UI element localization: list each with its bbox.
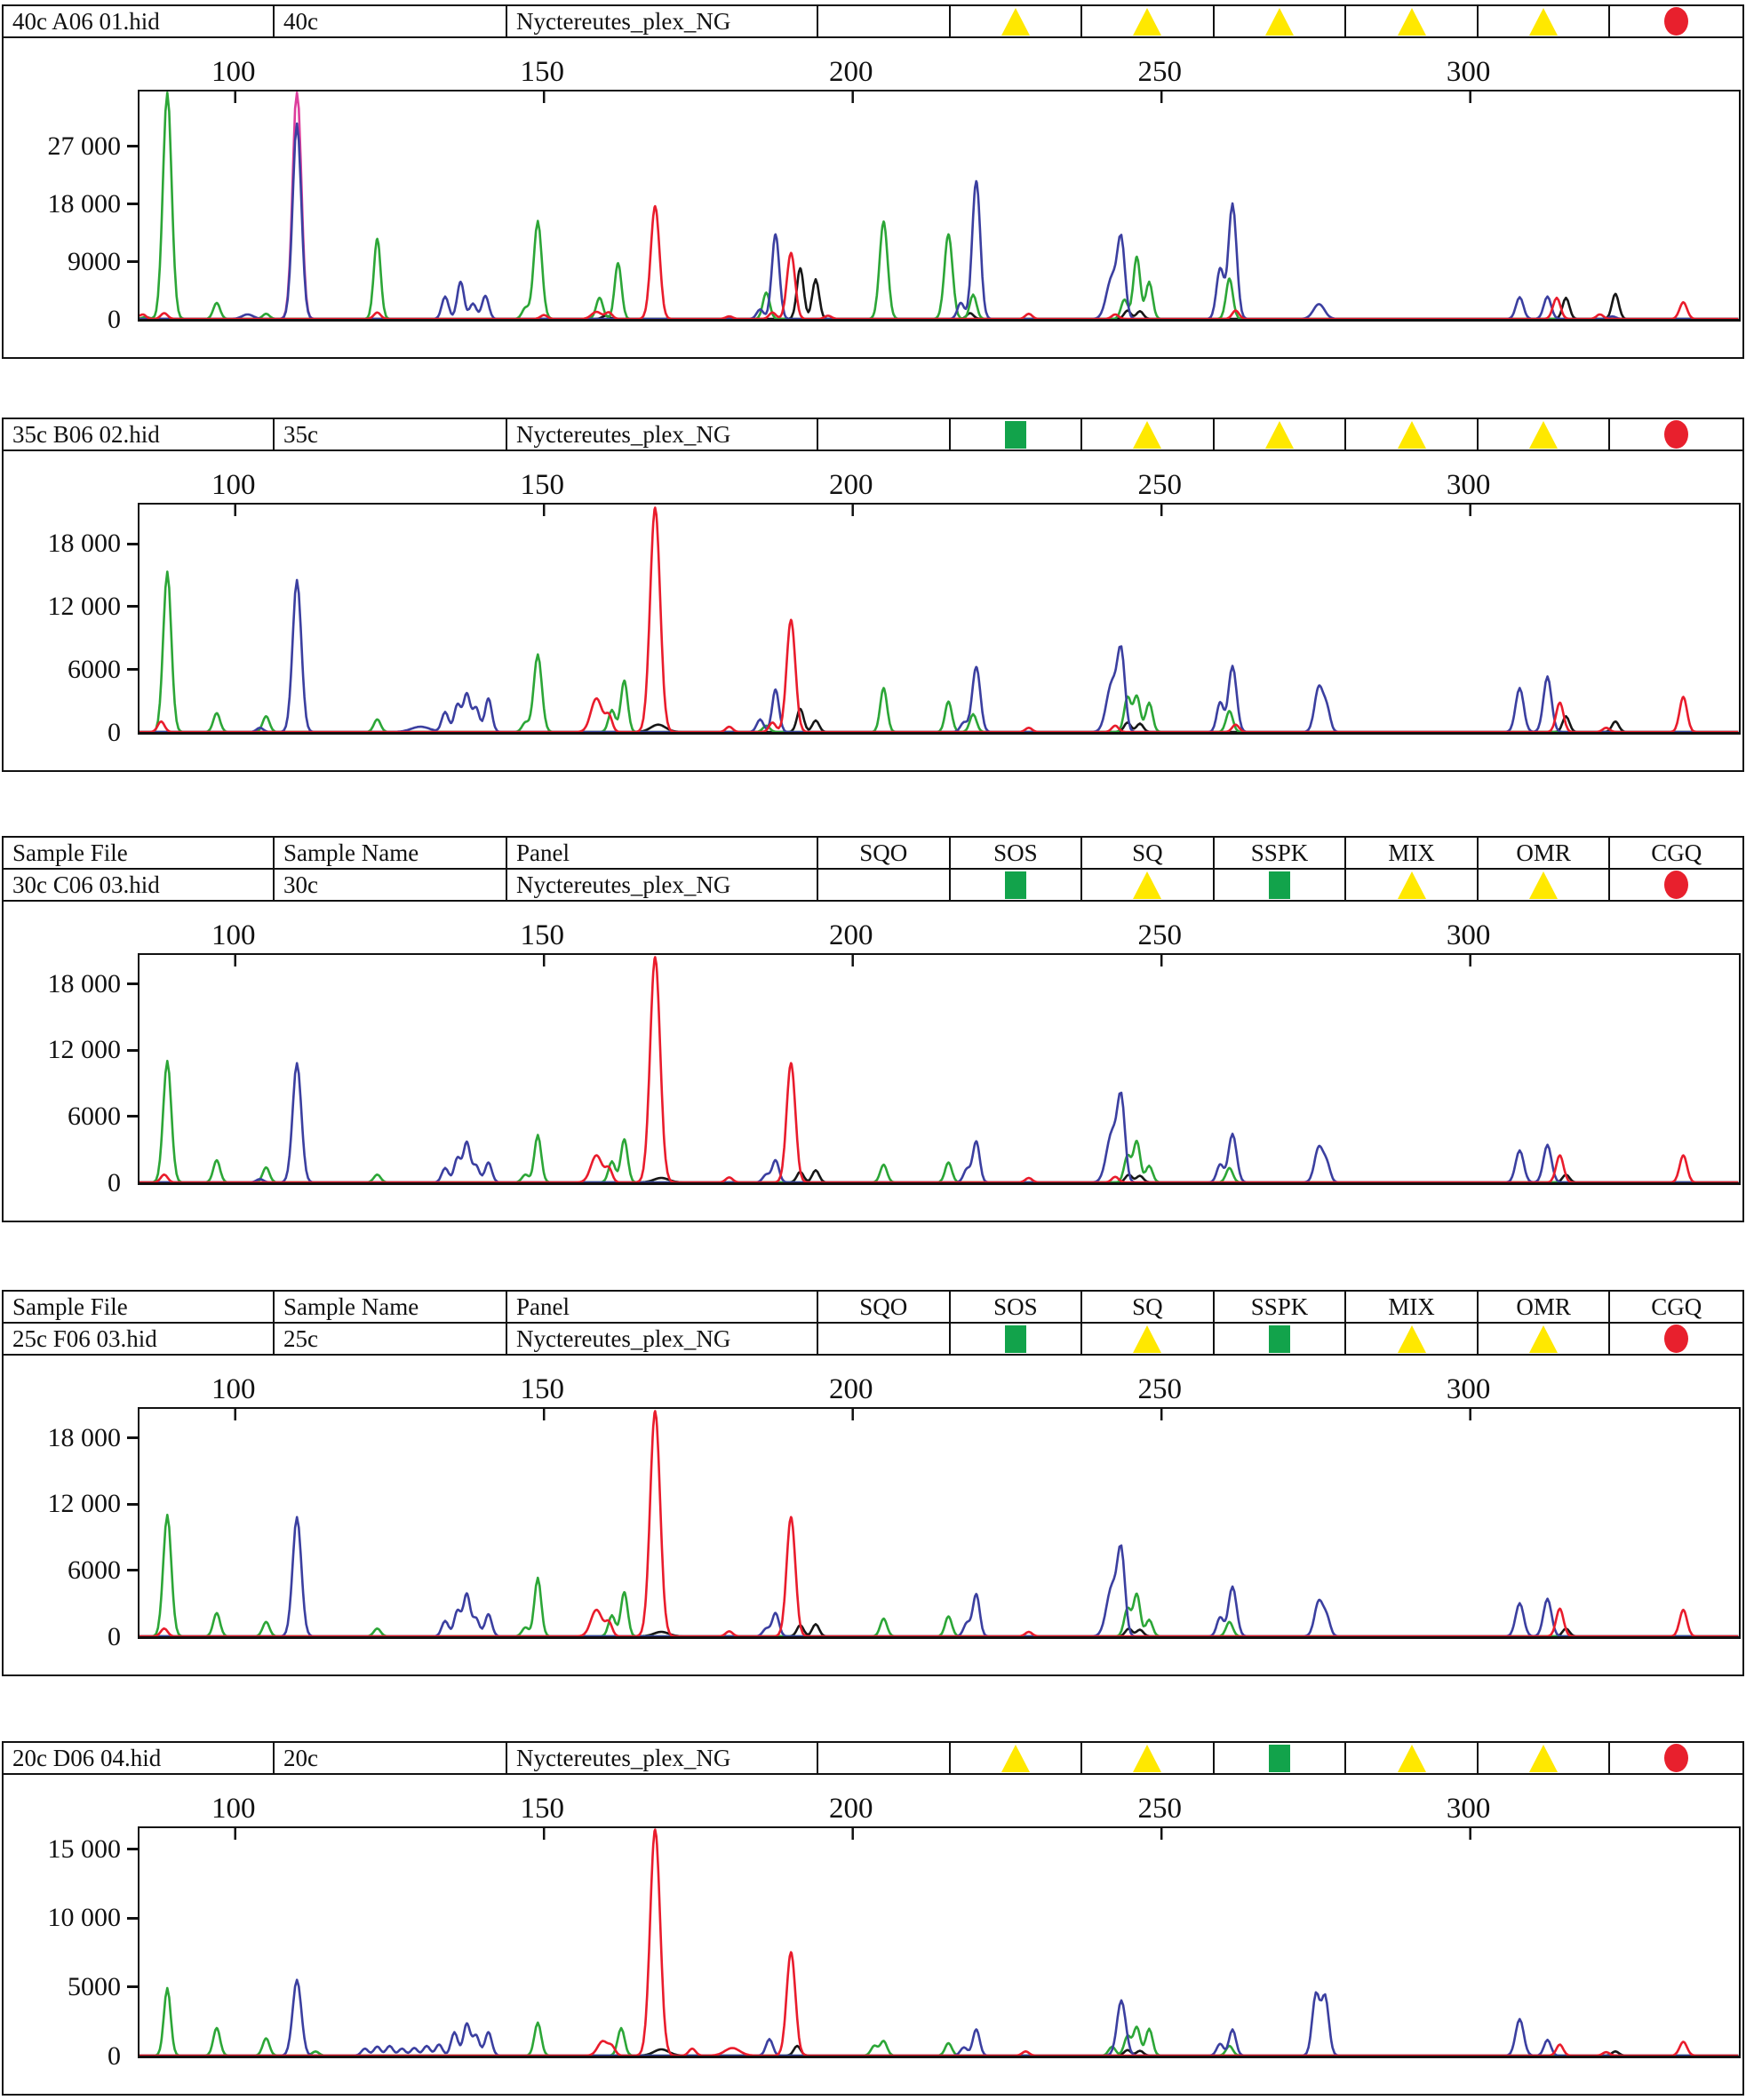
- flag-cell: [1346, 1324, 1479, 1354]
- yellow-triangle-icon: [1398, 871, 1426, 899]
- x-axis-tick-label: 250: [1137, 469, 1182, 501]
- plot-row: [4, 503, 1742, 770]
- panel-name-cell: Nyctereutes_plex_NG: [507, 870, 818, 900]
- column-header-cgq: CGQ: [1651, 1293, 1702, 1320]
- flag-cell: [951, 419, 1083, 449]
- column-header-panel: Panel: [507, 838, 818, 868]
- y-tick: [127, 1848, 139, 1850]
- flag-cell: [818, 419, 951, 449]
- x-axis-tick-label: 100: [211, 1793, 256, 1825]
- x-axis-labels: [4, 38, 1742, 90]
- y-tick: [127, 982, 139, 985]
- flag-cell: [1479, 1743, 1611, 1773]
- y-axis-tick-label: 18 000: [47, 1422, 121, 1452]
- y-axis-tick-label: 10 000: [47, 1903, 121, 1933]
- y-axis-tick-label: 0: [108, 2040, 121, 2071]
- sample-name-cell: 25c: [275, 1324, 507, 1354]
- x-axis-tick-label: 100: [211, 56, 256, 88]
- flag-cell: [1479, 870, 1611, 900]
- sample-name-cell: 30c: [275, 870, 507, 900]
- electropherogram-panel: [2, 1290, 1744, 1676]
- y-axis-tick-label: 18 000: [47, 529, 121, 559]
- x-axis-tick-label: 300: [1446, 1373, 1491, 1405]
- y-axis-tick-label: 9000: [68, 246, 121, 276]
- y-tick: [127, 1503, 139, 1506]
- column-header-sq: SQ: [1082, 1292, 1215, 1322]
- flag-cell: [1346, 1743, 1479, 1773]
- plot-row: [4, 1407, 1742, 1674]
- column-header-sqo: SQO: [818, 1292, 951, 1322]
- flag-cell: [1479, 6, 1611, 36]
- plot-area: [138, 1407, 1741, 1639]
- x-axis-labels: [4, 451, 1742, 503]
- x-axis-labels: [4, 1356, 1742, 1407]
- trace-blue: [140, 1517, 1738, 1636]
- sample-file-cell: 40c A06 01.hid: [4, 6, 275, 36]
- flag-cell: [818, 870, 951, 900]
- plot-area: [138, 1826, 1741, 2058]
- yellow-triangle-icon: [1001, 1745, 1030, 1772]
- plot-row: [4, 953, 1742, 1221]
- column-header-mix: MIX: [1346, 1292, 1479, 1322]
- flag-cell: [1610, 870, 1742, 900]
- x-axis-tick-label: 300: [1446, 1793, 1491, 1825]
- flag-cell: [1082, 870, 1215, 900]
- x-axis-tick-label: 300: [1446, 56, 1491, 88]
- red-circle-icon: [1664, 871, 1688, 899]
- x-axis-tick-label: 300: [1446, 919, 1491, 951]
- table-header-row: [4, 1292, 1742, 1324]
- y-axis-tick-label: 0: [108, 1167, 121, 1197]
- x-axis-tick-label: 300: [1446, 469, 1491, 501]
- electropherogram-panel: [2, 4, 1744, 359]
- sample-row: [4, 6, 1742, 38]
- yellow-triangle-icon: [1265, 421, 1294, 449]
- yellow-triangle-icon: [1529, 8, 1558, 36]
- sample-row: [4, 419, 1742, 451]
- x-axis-labels: [4, 1775, 1742, 1826]
- yellow-triangle-icon: [1529, 1745, 1558, 1772]
- panel-name-cell: Nyctereutes_plex_NG: [507, 1324, 818, 1354]
- y-axis-tick-label: 0: [108, 717, 121, 747]
- trace-red: [140, 958, 1738, 1183]
- electropherogram-panel: [2, 836, 1744, 1222]
- x-axis-tick-label: 100: [211, 1373, 256, 1405]
- flag-cell: [1346, 870, 1479, 900]
- trace-blue: [140, 1063, 1738, 1182]
- trace-blue: [140, 580, 1738, 732]
- y-axis-tick-label: 18 000: [47, 968, 121, 998]
- sample-file-cell: 20c D06 04.hid: [4, 1743, 275, 1773]
- sample-file-cell: 30c C06 03.hid: [4, 870, 275, 900]
- sample-file-cell: 35c B06 02.hid: [4, 419, 275, 449]
- y-tick: [127, 145, 139, 147]
- table-header-row: [4, 838, 1742, 870]
- column-header-omr: OMR: [1479, 1292, 1611, 1322]
- electropherogram-panel: [2, 418, 1744, 772]
- column-header-omr: OMR: [1479, 838, 1611, 868]
- column-header-sample-name: Sample Name: [275, 1292, 507, 1322]
- x-axis-tick-label: 150: [520, 469, 564, 501]
- y-tick: [127, 543, 139, 545]
- flag-cell: [1215, 6, 1347, 36]
- flag-cell: [818, 6, 951, 36]
- plot-row: [4, 90, 1742, 357]
- flag-cell: [1215, 870, 1347, 900]
- x-axis-tick-label: 250: [1137, 1793, 1182, 1825]
- trace-green: [140, 1515, 1738, 1636]
- trace-red: [140, 1412, 1738, 1637]
- flag-cell: [1610, 6, 1742, 36]
- yellow-triangle-icon: [1133, 8, 1161, 36]
- green-square-icon: [1005, 871, 1026, 899]
- y-axis-tick-label: 12 000: [47, 1489, 121, 1519]
- x-axis-tick-label: 200: [828, 469, 873, 501]
- plot-area: [138, 953, 1741, 1185]
- yellow-triangle-icon: [1133, 871, 1161, 899]
- x-axis-tick-label: 150: [520, 1373, 564, 1405]
- flag-cell: [1479, 419, 1611, 449]
- flag-cell: [1346, 419, 1479, 449]
- y-axis-tick-label: 0: [108, 304, 121, 334]
- trace-green: [140, 1988, 1738, 2056]
- sample-name-cell: 40c: [275, 6, 507, 36]
- x-axis-tick-label: 150: [520, 919, 564, 951]
- flag-cell: [1082, 1743, 1215, 1773]
- flag-cell: [818, 1324, 951, 1354]
- flag-cell: [1082, 6, 1215, 36]
- y-tick: [127, 668, 139, 671]
- column-header-cgq: CGQ: [1651, 839, 1702, 866]
- flag-cell: [1610, 1743, 1742, 1773]
- flag-cell: [1610, 419, 1742, 449]
- column-header-sqo: SQO: [818, 838, 951, 868]
- panel-name-cell: Nyctereutes_plex_NG: [507, 6, 818, 36]
- flag-cell: [1215, 1743, 1347, 1773]
- y-axis-tick-label: 12 000: [47, 1035, 121, 1065]
- yellow-triangle-icon: [1265, 8, 1294, 36]
- x-axis-tick-label: 200: [828, 56, 873, 88]
- y-axis-tick-label: 6000: [68, 1555, 121, 1585]
- sample-row: [4, 1743, 1742, 1775]
- y-axis-tick-label: 27 000: [47, 131, 121, 161]
- x-axis-tick-label: 250: [1137, 56, 1182, 88]
- y-tick: [127, 1917, 139, 1920]
- plot-area: [138, 90, 1741, 322]
- x-axis-tick-label: 100: [211, 469, 256, 501]
- y-tick: [127, 1436, 139, 1439]
- x-axis-tick-label: 200: [828, 919, 873, 951]
- x-axis-tick-label: 100: [211, 919, 256, 951]
- sample-name-cell: 35c: [275, 419, 507, 449]
- sample-file-cell: 25c F06 03.hid: [4, 1324, 275, 1354]
- flag-cell: [1346, 6, 1479, 36]
- red-circle-icon: [1664, 420, 1688, 449]
- column-header-sample-file: Sample File: [4, 838, 275, 868]
- sample-row: [4, 870, 1742, 902]
- y-axis-tick-label: 6000: [68, 1101, 121, 1131]
- flag-cell: [1215, 1324, 1347, 1354]
- flag-cell: [951, 6, 1083, 36]
- flag-cell: [818, 1743, 951, 1773]
- column-header-sample-file: Sample File: [4, 1292, 275, 1322]
- green-square-icon: [1005, 1325, 1026, 1353]
- y-tick: [127, 203, 139, 205]
- yellow-triangle-icon: [1133, 421, 1161, 449]
- y-axis-tick-label: 12 000: [47, 591, 121, 621]
- yellow-triangle-icon: [1529, 421, 1558, 449]
- x-axis-tick-label: 200: [828, 1373, 873, 1405]
- flag-cell: [1479, 1324, 1611, 1354]
- red-circle-icon: [1664, 1324, 1688, 1353]
- yellow-triangle-icon: [1529, 871, 1558, 899]
- trace-red: [140, 1830, 1738, 2056]
- column-header-sspk: SSPK: [1215, 838, 1347, 868]
- yellow-triangle-icon: [1133, 1745, 1161, 1772]
- sample-name-cell: 20c: [275, 1743, 507, 1773]
- red-circle-icon: [1664, 7, 1688, 36]
- y-axis-tick-label: 5000: [68, 1971, 121, 2001]
- yellow-triangle-icon: [1398, 1325, 1426, 1353]
- flag-cell: [1610, 1324, 1742, 1354]
- flag-cell: [1082, 1324, 1215, 1354]
- x-axis-labels: [4, 902, 1742, 953]
- plot-row: [4, 1826, 1742, 2094]
- trace-green: [140, 572, 1738, 733]
- sample-row: [4, 1324, 1742, 1356]
- panel-name-cell: Nyctereutes_plex_NG: [507, 419, 818, 449]
- flag-cell: [951, 1324, 1083, 1354]
- y-axis-tick-label: 0: [108, 1621, 121, 1651]
- column-header-sspk: SSPK: [1215, 1292, 1347, 1322]
- y-axis-tick-label: 15 000: [47, 1834, 121, 1864]
- column-header-sos: SOS: [951, 838, 1083, 868]
- y-tick: [127, 605, 139, 608]
- y-tick: [127, 1049, 139, 1052]
- trace-blue: [140, 1980, 1738, 2056]
- trace-blue: [140, 123, 1738, 319]
- trace-green: [140, 92, 1738, 319]
- y-axis-tick-label: 18 000: [47, 188, 121, 219]
- flag-cell: [951, 870, 1083, 900]
- panel-name-cell: Nyctereutes_plex_NG: [507, 1743, 818, 1773]
- flag-cell: [1215, 419, 1347, 449]
- column-header-panel: Panel: [507, 1292, 818, 1322]
- x-axis-tick-label: 250: [1137, 919, 1182, 951]
- y-tick: [127, 260, 139, 263]
- x-axis-tick-label: 250: [1137, 1373, 1182, 1405]
- y-tick: [127, 1115, 139, 1118]
- yellow-triangle-icon: [1398, 8, 1426, 36]
- electropherogram-panel: [2, 1741, 1744, 2096]
- trace-magenta: [140, 92, 1738, 319]
- y-axis-tick-label: 6000: [68, 654, 121, 684]
- yellow-triangle-icon: [1529, 1325, 1558, 1353]
- column-header-sq: SQ: [1082, 838, 1215, 868]
- column-header-sample-name: Sample Name: [275, 838, 507, 868]
- red-circle-icon: [1664, 1744, 1688, 1772]
- y-tick: [127, 1569, 139, 1571]
- x-axis-tick-label: 150: [520, 56, 564, 88]
- green-square-icon: [1269, 1325, 1290, 1353]
- x-axis-tick-label: 200: [828, 1793, 873, 1825]
- column-header-sos: SOS: [951, 1292, 1083, 1322]
- trace-red: [140, 508, 1738, 733]
- yellow-triangle-icon: [1133, 1325, 1161, 1353]
- green-square-icon: [1269, 871, 1290, 899]
- flag-cell: [951, 1743, 1083, 1773]
- plot-area: [138, 503, 1741, 735]
- x-axis-tick-label: 150: [520, 1793, 564, 1825]
- yellow-triangle-icon: [1398, 421, 1426, 449]
- green-square-icon: [1005, 421, 1026, 449]
- green-square-icon: [1269, 1745, 1290, 1772]
- yellow-triangle-icon: [1398, 1745, 1426, 1772]
- y-tick: [127, 1985, 139, 1988]
- trace-green: [140, 1061, 1738, 1182]
- flag-cell: [1082, 419, 1215, 449]
- column-header-mix: MIX: [1346, 838, 1479, 868]
- yellow-triangle-icon: [1001, 8, 1030, 36]
